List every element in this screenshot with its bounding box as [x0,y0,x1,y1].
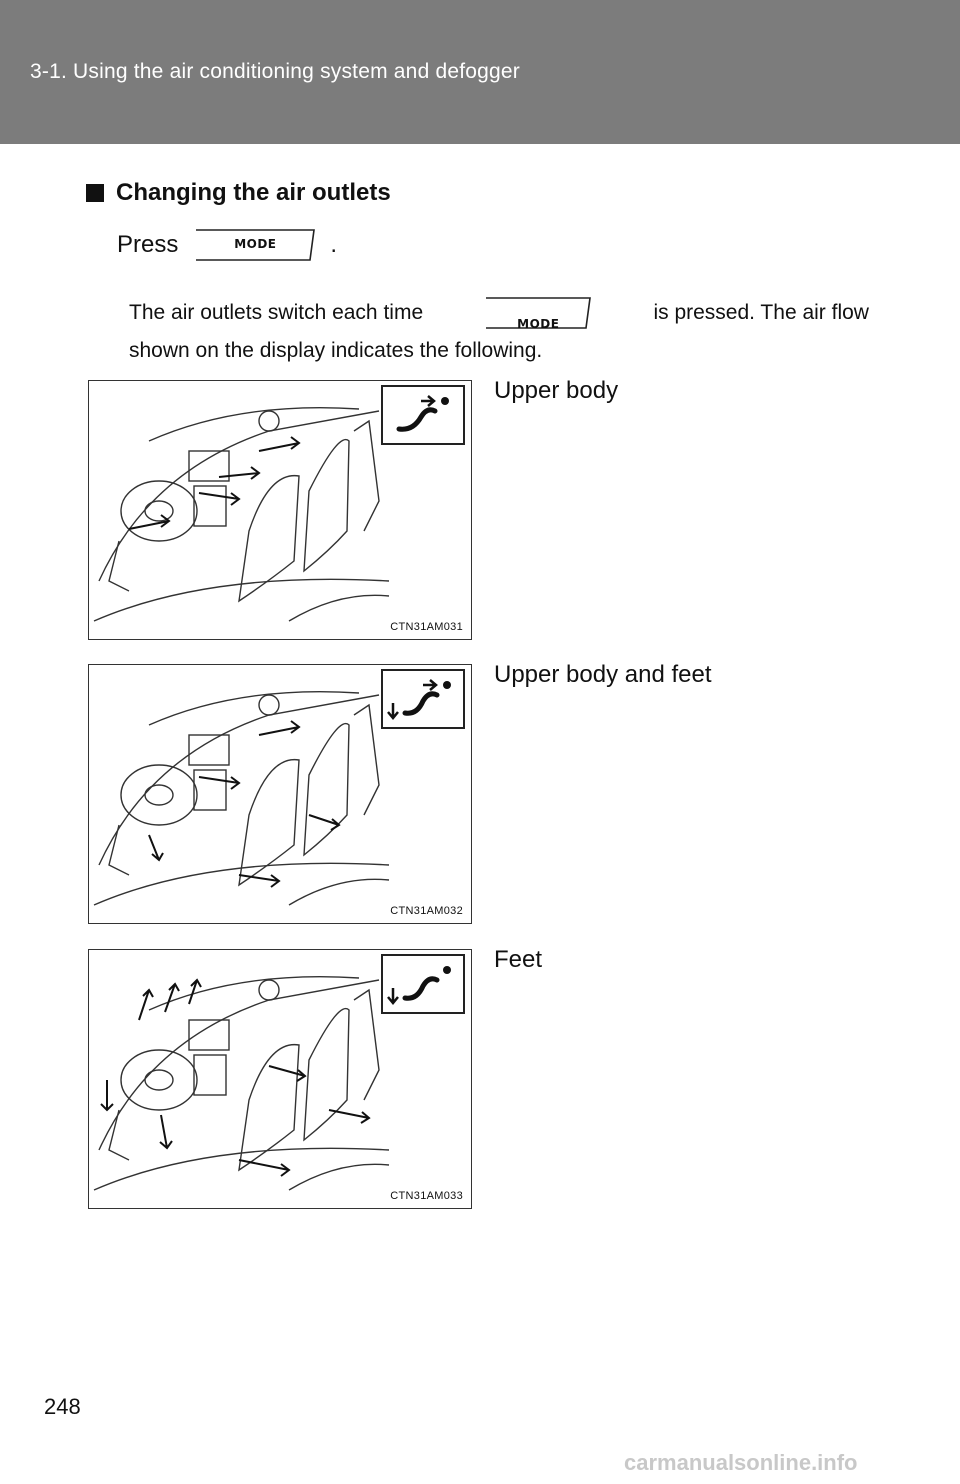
mode-figure-upper-body-and-feet [88,664,472,924]
figure-code: CTN31AM031 [390,621,463,633]
mode-button-label: MODE [234,237,277,251]
press-suffix: . [330,231,338,258]
caption-upper-body-and-feet: Upper body and feet [494,661,712,688]
press-instruction [117,228,337,262]
para-line-2: shown on the display indicates the following. [129,339,543,362]
mode-figure-feet [88,949,472,1209]
mode-button-inline-icon [484,296,592,330]
para-line-1a: The air outlets switch each time [129,301,424,324]
foot-vent-icon [381,954,465,1014]
figure-code: CTN31AM032 [390,905,463,917]
para-line-1b: is pressed. The air flow [653,301,869,324]
face-vent-icon [381,385,465,445]
header-title: 3-1. Using the air conditioning system and defogger [30,60,520,83]
square-bullet-icon [86,184,104,202]
figure-code: CTN31AM033 [390,1190,463,1202]
watermark: carmanualsonline.info [624,1450,858,1475]
section-heading-text: Changing the air outlets [116,179,391,206]
caption-upper-body: Upper body [494,377,619,404]
section-heading [86,179,391,207]
page-header [0,0,960,144]
description-paragraph [129,294,869,370]
mode-figure-upper-body [88,380,472,640]
page-number: 248 [44,1394,81,1419]
press-prefix: Press [117,231,179,258]
mode-button-inline-label: MODE [517,317,560,331]
mode-button-icon [194,228,316,262]
bi-level-vent-icon [381,669,465,729]
caption-feet: Feet [494,946,543,973]
